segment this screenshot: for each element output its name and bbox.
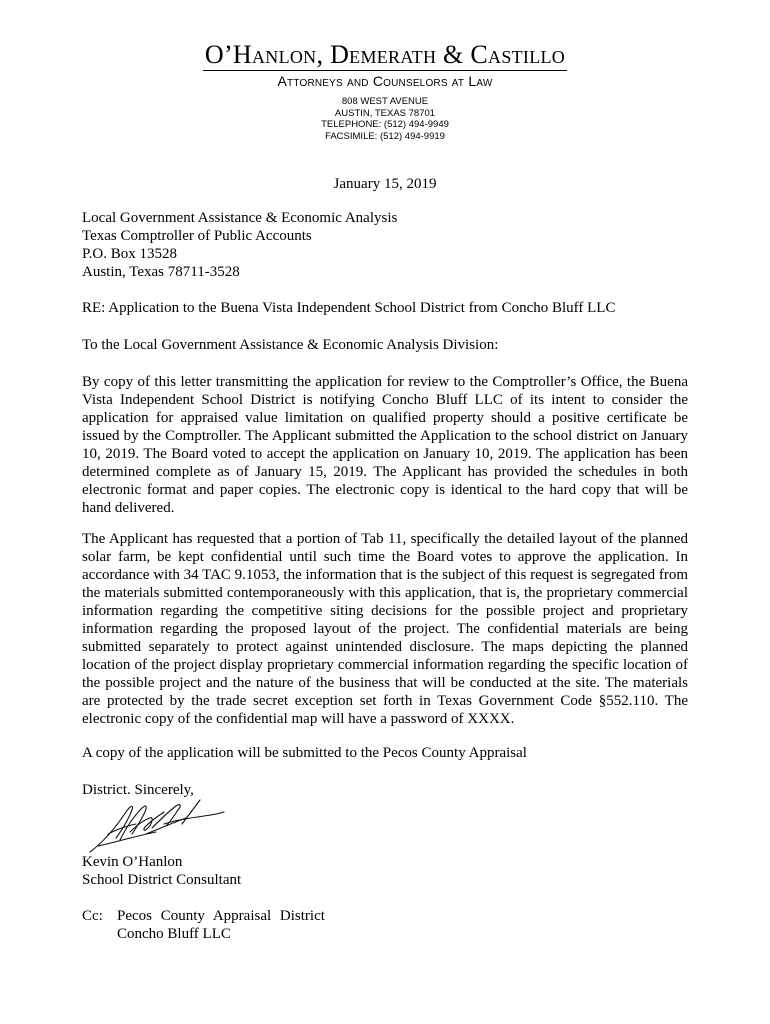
recipient-line: Local Government Assistance & Economic Analysis: [82, 210, 398, 226]
address-street: 808 WEST AVENUE: [341, 96, 429, 107]
signature-image: [86, 794, 236, 856]
firm-name: [203, 40, 567, 71]
letter-date: January 15, 2019: [333, 176, 437, 192]
cc-names: [117, 907, 325, 943]
cc-block: [82, 907, 688, 943]
paragraph-2: The Applicant has requested that a portion of Tab 11, specifically the detailed layout of the planned solar farm, be kept confidential until such time the Board votes to approve the application. In accordance with 34 TAC 9.1053, the information that is the subject of this request is segregated from the materials submitted contemporaneously with this application, that is, the proprietary commercial information regarding the competitive siting decisions for the possible project and proprietary information regarding the proposed layout of the project. The confidential materials are being submitted separately to protect against unintended disclosure. The maps depicting the planned location of the project display proprietary commercial information regarding the specific location of the possible project and the nature of the business that will be conducted at the site. The materials are protected by the trade secret exception set forth in Texas Government Code §552.110. The electronic copy of the confidential map will have a password of XXXX.: [82, 531, 688, 727]
cc-recipient: Concho Bluff LLC: [117, 926, 231, 942]
paragraph-1: By copy of this letter transmitting the application for review to the Comptroller’s Office, the Buena Vista Independent School District is notifying Concho Bluff LLC of its intent to consider the application for appraised value limitation on qualified property should a positive certificate be issued by the Comptroller. The Applicant submitted the Application to the school district on January 10, 2019. The Board voted to accept the application on January 10, 2019. The application has been determined complete as of January 15, 2019. The Applicant has provided the schedules in both electronic format and paper copies. The electronic copy is identical to the hard copy that will be hand delivered.: [82, 374, 688, 516]
address-facsimile: FACSIMILE: (512) 494-9919: [325, 130, 445, 142]
signer-block: [82, 853, 688, 889]
firm-name-text: O’Hanlon, Demerath & Castillo: [204, 40, 566, 69]
firm-subtitle: Attorneys and Counselors at Law: [277, 73, 493, 89]
letterhead: [0, 40, 770, 142]
signer-name: Kevin O’Hanlon: [82, 854, 183, 870]
firm-address: [0, 96, 770, 142]
signer-title: School District Consultant: [82, 872, 242, 888]
recipient-line: Texas Comptroller of Public Accounts: [82, 228, 312, 244]
address-city: AUSTIN, TEXAS 78701: [334, 107, 436, 119]
cc-label: Cc:: [82, 908, 103, 924]
address-telephone: TELEPHONE: (512) 494-9949: [321, 119, 449, 130]
salutation: To the Local Government Assistance & Economic Analysis Division:: [82, 337, 499, 353]
recipient-line: Austin, Texas 78711-3528: [82, 264, 240, 280]
closing: District. Sincerely,: [82, 782, 194, 798]
cc-row: [82, 907, 688, 943]
recipient-block: [82, 209, 688, 281]
paragraph-3: A copy of the application will be submitted to the Pecos County Appraisal: [82, 745, 527, 761]
recipient-line: P.O. Box 13528: [82, 246, 178, 262]
cc-recipient: Pecos County Appraisal District: [117, 908, 325, 924]
re-line: RE: Application to the Buena Vista Independent School District from Concho Bluff LLC: [82, 300, 616, 316]
